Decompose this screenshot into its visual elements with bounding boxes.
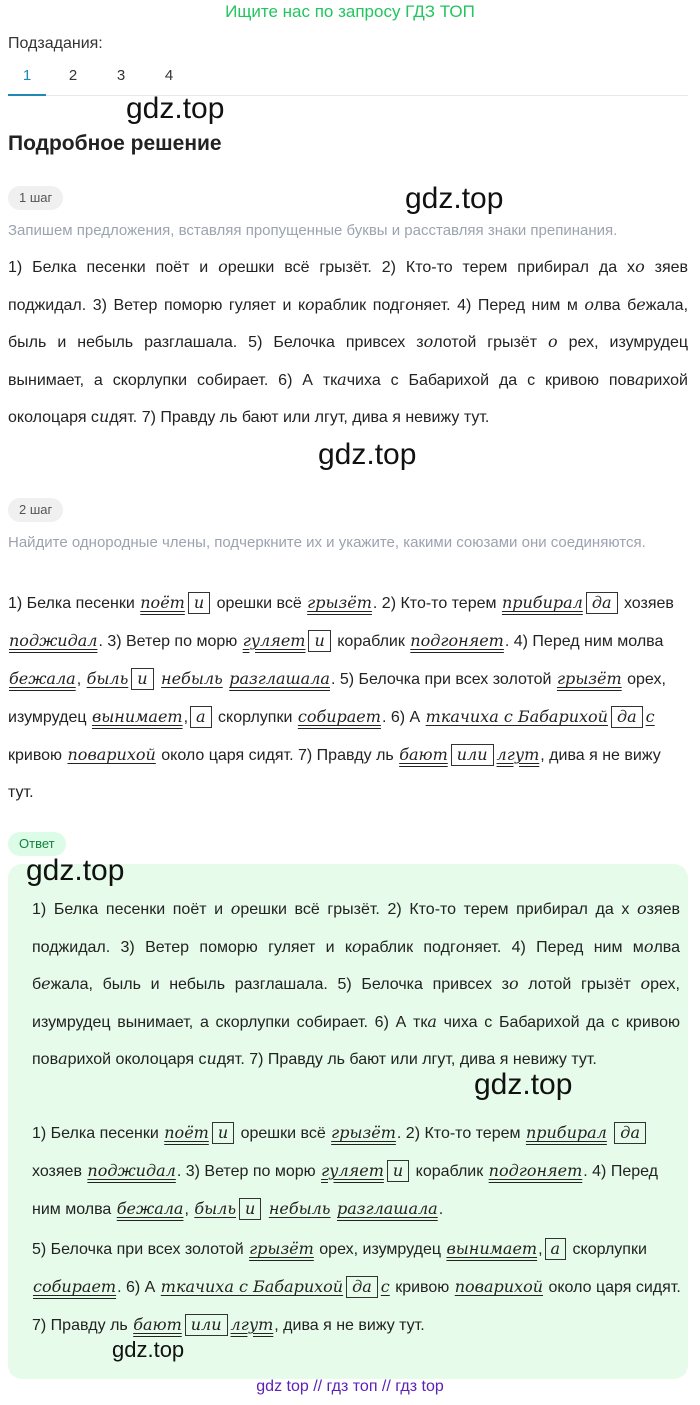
tab-3[interactable]: 3 (116, 67, 126, 84)
step-2-hint: Найдите однородные члены, подчеркните их и укажите, какими союзами они соединяются. (8, 534, 646, 551)
subtasks-label: Подзадания: (8, 35, 103, 52)
subtask-tabs (8, 66, 688, 96)
tab-1[interactable]: 1 (8, 66, 46, 96)
tab-2[interactable]: 2 (68, 67, 78, 84)
answer-text-2: 1) Белка песенки поёт и орешки всё грызёт. 2) Кто-то терем прибирал да хозяев поджидал. 3) Ветер по морю гуляет и кораблик подгоняет. 4) Перед ним молва бежала, быль и небыль разглашала. (32, 1123, 658, 1218)
step-1-text: 1) Белка песенки поёт и орешки всё грызёт. 2) Кто-то терем прибирал да хо зяев поджидал. 3) Ветер поморю гуляет и кораблик подгоняет. 4) Перед ним м олва бежала, быль и небыль разглашала. 5) Белочка привсех золотой грызёт о рех, изумрудец вынимает, а скорлупки собирает. 6) А ткачиха с Бабарихой да с кривою поварихой околоцаря сидят. 7) Правду ль бают или лгут, дива я невижу тут. (8, 257, 689, 426)
watermark: gdz.top (26, 854, 125, 887)
step-2-text: 1) Белка песенки поёт и орешки всё грызёт. 2) Кто-то терем прибирал да хозяев поджидал. 3) Ветер по морю гуляет и кораблик подгоняет. 4) Перед ним молва бежала, быль и небыль разглашала. 5) Белочка при всех золотой грызёт орех, изумрудец вынимает, а скорлупки собирает. 6) А ткачиха с Бабарихой да с кривою поварихой около царя сидят. 7) Правду ль бают или лгут, дива я не вижу тут. (8, 593, 674, 801)
watermark: gdz.top (474, 1068, 573, 1101)
answer-text-1: 1) Белка песенки поёт и орешки всё грызёт. 2) Кто-то терем прибирал да х озяев поджидал. 3) Ветер поморю гуляет и кораблик подгоняет. 4) Перед ним молва бежала, быль и небыль разглашала. 5) Белочка привсех зо лотой грызёт орех, изумрудец вынимает, а скорлупки собирает. 6) А тка чиха с Бабарихой да с кривою поварихой околоцаря сидят. 7) Правду ль бают или лгут, дива я невижу тут. (32, 899, 681, 1068)
tab-4[interactable]: 4 (164, 67, 174, 84)
step-1-hint: Запишем предложения, вставляя пропущенные буквы и расставляя знаки препинания. (8, 222, 618, 239)
watermark: gdz.top (112, 1337, 185, 1362)
step-2-badge: 2 шаг (8, 498, 63, 522)
watermark: gdz.top (318, 438, 417, 471)
search-banner: Ищите нас по запросу ГДЗ ТОП (225, 2, 475, 21)
watermark: gdz.top (405, 182, 504, 215)
answer-badge: Ответ (8, 832, 66, 856)
section-heading: Подробное решение (8, 132, 222, 155)
footer-links[interactable]: gdz top // гдз топ // гдз top (256, 1378, 444, 1395)
step-1-badge: 1 шаг (8, 186, 63, 210)
answer-text-3: 5) Белочка при всех золотой грызёт орех, изумрудец вынимает, а скорлупки собирает. 6) А ткачиха с Бабарихой да с кривою поварихой около царя сидят. 7) Правду ль бают или лгут, дива я не вижу тут. (32, 1239, 681, 1334)
watermark: gdz.top (126, 92, 225, 125)
